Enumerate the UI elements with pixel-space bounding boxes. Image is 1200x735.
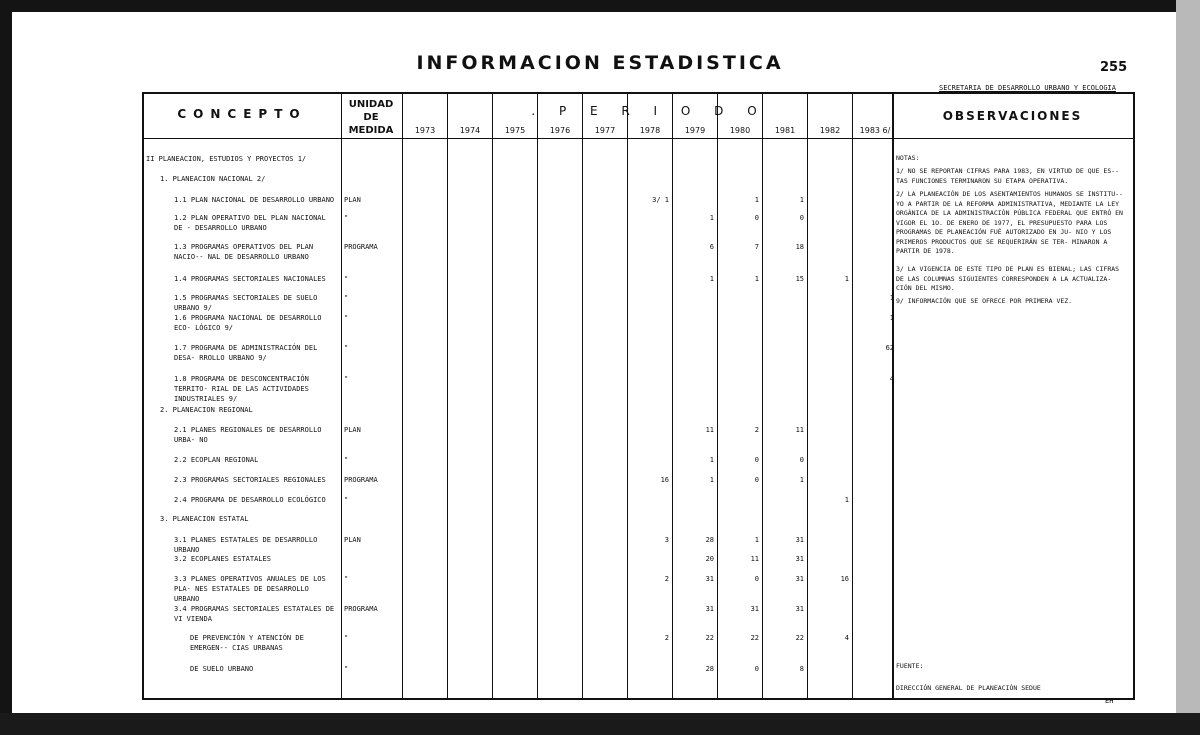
year-header: 1978	[639, 126, 661, 135]
year-column-divider	[492, 94, 493, 698]
row-value-1978: 2	[664, 634, 669, 642]
row-concepto: 1.4 PROGRAMAS SECTORIALES NACIONALES	[174, 275, 326, 283]
row-value-1983: 1	[889, 294, 894, 302]
row-unidad: "	[344, 275, 349, 283]
row-unidad: PROGRAMA	[344, 476, 378, 484]
note-3: 3/ LA VIGENCIA DE ESTE TIPO DE PLAN ES BIENAL; LAS CIFRAS DE LAS COLUMNAS SIGUIENTES CORRESPONDEN A LA ACTUALIZA- CIÓN DEL MISMO.	[896, 265, 1120, 292]
row-unidad: PLAN	[344, 196, 361, 204]
year-header: 1977	[594, 126, 616, 135]
row-value-1980: 31	[750, 605, 759, 613]
row-value-1981: 11	[795, 426, 804, 434]
note-2: 2/ LA PLANEACIÓN DE LOS ASENTAMIENTOS HUMANOS SE INSTITU-- YO A PARTIR DE LA REFORMA ADMINISTRATIVA, MEDIANTE LA LEY ORGÁNICA DE LA ADMINISTRACIÓN PÚBLICA FEDERAL QUE ENTRÓ EN VIGOR EL 1O. DE ENERO DE 1977, EL PRESUPUESTO PARA LOS PROGRAMAS DE PLANEACIÓN FUÉ AUTORIZADO EN JU- NIO Y LOS PRIMEROS PRODUCTOS QUE SE REQUERIRÁN SE TER- MINARON A PARTIR DE 1978.	[896, 190, 1123, 255]
row-unidad: PROGRAMA	[344, 243, 378, 251]
row-unidad: PROGRAMA	[344, 605, 378, 613]
row-value-1983: 1	[889, 314, 894, 322]
page-number: 255	[1100, 60, 1128, 75]
row-value-1981: 22	[795, 634, 804, 642]
source-text: DIRECCIÓN GENERAL DE PLANEACIÓN SEDUE	[896, 684, 1041, 692]
row-value-1978: 3	[664, 536, 669, 544]
row-concepto: 3.4 PROGRAMAS SECTORIALES ESTATALES DE VI VIENDA	[174, 605, 335, 623]
row-value-1981: 1	[799, 476, 804, 484]
row-value-1980: 0	[754, 476, 759, 484]
row-value-1979: 11	[705, 426, 714, 434]
row-unidad: "	[344, 575, 349, 583]
row-unidad: "	[344, 496, 349, 504]
row-value-1979: 1	[709, 456, 714, 464]
header-observaciones: OBSERVACIONES	[942, 109, 1083, 123]
row-concepto: 2. PLANEACION REGIONAL	[160, 406, 253, 414]
row-concepto: 3.3 PLANES OPERATIVOS ANUALES DE LOS PLA- NES ESTATALES DE DESARROLLO URBANO	[174, 575, 326, 603]
row-value-1980: 7	[754, 243, 759, 251]
row-unidad: PLAN	[344, 536, 361, 544]
scan-border-right	[1176, 0, 1200, 735]
row-concepto: 2.4 PROGRAMA DE DESARROLLO ECOLÓGICO	[174, 496, 326, 504]
header-unidad: UNIDAD DE MEDIDA	[348, 99, 394, 136]
page-title: INFORMACION ESTADISTICA	[416, 52, 784, 74]
notes-label: NOTAS:	[896, 154, 920, 162]
year-column-divider	[807, 94, 808, 698]
row-concepto: 3. PLANEACION ESTATAL	[160, 515, 249, 523]
scan-border-top	[0, 0, 1200, 12]
row-concepto: 1.1 PLAN NACIONAL DE DESARROLLO URBANO	[174, 196, 335, 204]
row-value-1978: 16	[660, 476, 669, 484]
row-value-1981: 18	[795, 243, 804, 251]
row-value-1981: 8	[799, 665, 804, 673]
row-unidad: "	[344, 634, 349, 642]
row-value-1980: 2	[754, 426, 759, 434]
row-value-1980: 22	[750, 634, 759, 642]
row-unidad: "	[344, 314, 349, 322]
row-concepto: 1.5 PROGRAMAS SECTORIALES DE SUELO URBANO 9/	[174, 294, 318, 312]
column-divider	[892, 94, 894, 698]
row-value-1981: 0	[799, 214, 804, 222]
year-header: 1980	[729, 126, 751, 135]
agency-name: SECRETARIA DE DESARROLLO URBANO Y ECOLOGIA	[938, 84, 1116, 92]
row-value-1979: 20	[705, 555, 714, 563]
row-value-1978: 3/ 1	[652, 196, 669, 204]
row-unidad: "	[344, 294, 349, 302]
row-unidad: "	[344, 375, 349, 383]
row-value-1979: 1	[709, 476, 714, 484]
year-header: 1983 6/	[859, 126, 891, 135]
row-concepto: 1.2 PLAN OPERATIVO DEL PLAN NACIONAL DE - DESARROLLO URBANO	[174, 214, 326, 232]
row-value-1981: 0	[799, 456, 804, 464]
row-value-1978: 2	[664, 575, 669, 583]
row-concepto: 1. PLANEACION NACIONAL 2/	[160, 175, 266, 183]
row-value-1982: 1	[844, 496, 849, 504]
year-column-divider	[672, 94, 673, 698]
year-column-divider	[537, 94, 538, 698]
scan-border-bottom	[0, 713, 1200, 735]
row-value-1980: 0	[754, 665, 759, 673]
column-divider	[402, 94, 403, 698]
year-column-divider	[627, 94, 628, 698]
row-value-1980: 1	[754, 275, 759, 283]
row-unidad: "	[344, 214, 349, 222]
row-concepto: DE SUELO URBANO	[190, 665, 254, 673]
year-column-divider	[717, 94, 718, 698]
row-value-1979: 6	[709, 243, 714, 251]
row-value-1979: 1	[709, 214, 714, 222]
row-value-1982: 16	[840, 575, 849, 583]
row-value-1981: 31	[795, 536, 804, 544]
column-divider	[341, 94, 342, 698]
header-periodo: . P E R I O D O	[531, 104, 767, 118]
row-value-1980: 1	[754, 536, 759, 544]
row-value-1982: 4	[844, 634, 849, 642]
row-value-1979: 28	[705, 536, 714, 544]
row-concepto: 3.1 PLANES ESTATALES DE DESARROLLO URBANO	[174, 536, 318, 554]
note-9: 9/ INFORMACIÓN QUE SE OFRECE POR PRIMERA VEZ.	[896, 297, 1073, 305]
year-header: 1979	[684, 126, 706, 135]
row-value-1983: 4	[889, 375, 894, 383]
scan-border-left	[0, 0, 12, 735]
row-unidad: "	[344, 456, 349, 464]
row-concepto: 1.7 PROGRAMA DE ADMINISTRACIÓN DEL DESA- RROLLO URBANO 9/	[174, 344, 318, 362]
year-header: 1982	[819, 126, 841, 135]
source-label: FUENTE:	[896, 662, 924, 670]
row-value-1981: 31	[795, 555, 804, 563]
row-concepto: 1.8 PROGRAMA DE DESCONCENTRACIÓN TERRITO- RIAL DE LAS ACTIVIDADES INDUSTRIALES 9/	[174, 375, 309, 403]
row-concepto: 1.3 PROGRAMAS OPERATIVOS DEL PLAN NACIO-- NAL DE DESARROLLO URBANO	[174, 243, 314, 261]
row-concepto: 2.2 ECOPLAN REGIONAL	[174, 456, 259, 464]
row-value-1979: 1	[709, 275, 714, 283]
row-value-1981: 31	[795, 605, 804, 613]
row-value-1981: 15	[795, 275, 804, 283]
year-column-divider	[852, 94, 853, 698]
row-value-1983: 62	[885, 344, 894, 352]
row-unidad: "	[344, 665, 349, 673]
header-concepto: CONCEPTO	[177, 107, 307, 121]
row-concepto: 2.3 PROGRAMAS SECTORIALES REGIONALES	[174, 476, 326, 484]
row-value-1979: 28	[705, 665, 714, 673]
year-header: 1975	[504, 126, 526, 135]
row-value-1980: 11	[750, 555, 759, 563]
footer-code: EH	[1105, 697, 1114, 705]
row-value-1982: 1	[844, 275, 849, 283]
header-divider	[144, 138, 1133, 139]
row-concepto: 2.1 PLANES REGIONALES DE DESARROLLO URBA- NO	[174, 426, 322, 444]
row-value-1980: 0	[754, 456, 759, 464]
year-header: 1973	[414, 126, 436, 135]
year-column-divider	[447, 94, 448, 698]
row-unidad: PLAN	[344, 426, 361, 434]
row-value-1979: 31	[705, 605, 714, 613]
year-header: 1974	[459, 126, 481, 135]
row-value-1981: 1	[799, 196, 804, 204]
row-value-1979: 22	[705, 634, 714, 642]
year-header: 1981	[774, 126, 796, 135]
row-concepto: 3.2 ECOPLANES ESTATALES	[174, 555, 271, 563]
row-unidad: "	[344, 344, 349, 352]
row-value-1979: 31	[705, 575, 714, 583]
note-1: 1/ NO SE REPORTAN CIFRAS PARA 1983, EN VIRTUD DE QUE ES-- TAS FUNCIONES TERMINARON SU ETAPA OPERATIVA.	[896, 167, 1120, 185]
year-column-divider	[762, 94, 763, 698]
year-header: 1976	[549, 126, 571, 135]
row-concepto: DE PREVENCIÓN Y ATENCIÓN DE EMERGEN-- CIAS URBANAS	[190, 634, 304, 652]
year-column-divider	[582, 94, 583, 698]
row-value-1980: 0	[754, 575, 759, 583]
row-value-1980: 0	[754, 214, 759, 222]
row-value-1980: 1	[754, 196, 759, 204]
statistics-table	[142, 92, 1135, 700]
row-concepto: 1.6 PROGRAMA NACIONAL DE DESARROLLO ECO- LÓGICO 9/	[174, 314, 322, 332]
row-concepto: II PLANEACION, ESTUDIOS Y PROYECTOS 1/	[146, 155, 307, 163]
row-value-1981: 31	[795, 575, 804, 583]
